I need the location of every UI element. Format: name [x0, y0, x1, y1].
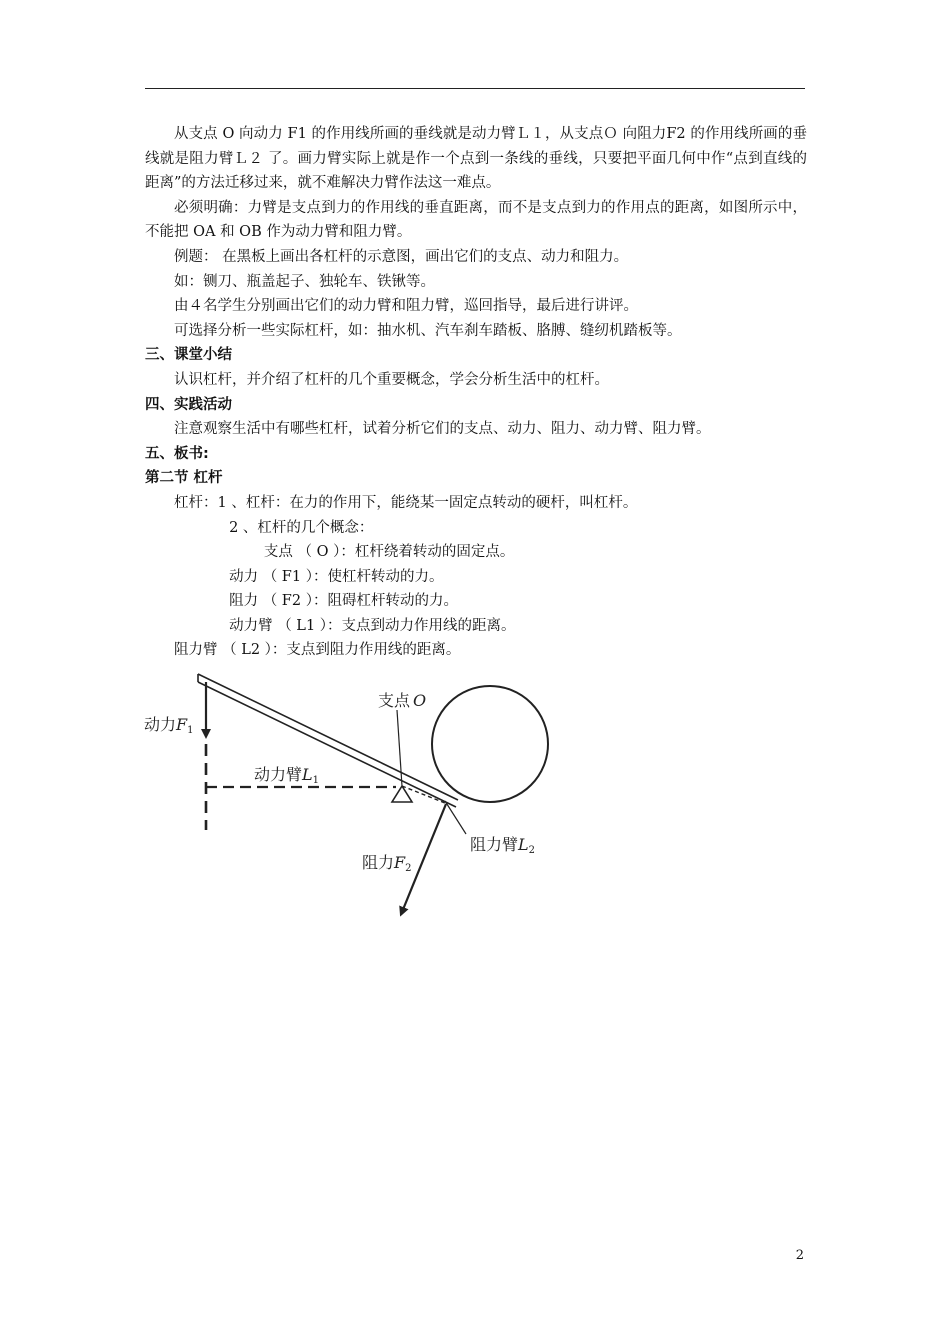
- effort-arm-label: 动力臂L1: [254, 765, 320, 786]
- lever-diagram: [140, 668, 570, 930]
- section-title-practice: 四、实践活动: [145, 396, 232, 413]
- paragraph-must-clarify: 必须明确：力臂是支点到力的作用线的垂直距离，而不是支点到力的作用点的距离，如图所示中，不能把 OA 和 OB 作为动力臂和阻力臂。: [145, 199, 807, 241]
- section-title-summary: 三、课堂小结: [145, 347, 232, 364]
- effort-label: 动力F1: [144, 715, 194, 736]
- section-title-board: 五、板书:: [145, 445, 209, 462]
- board-line-definition: 杠杆：1 、杠杆：在力的作用下，能绕某一固定点转动的硬杆，叫杠杆。: [174, 494, 638, 511]
- board-line-load-arm: 阻力臂 （ L2 ）：支点到阻力作用线的距离。: [174, 642, 461, 659]
- document-body: [145, 122, 807, 663]
- fulcrum-pointer: [397, 710, 402, 786]
- summary-text: 认识杠杆，并介绍了杠杆的几个重要概念，学会分析生活中的杠杆。: [174, 371, 609, 388]
- board-line-effort-arm: 动力臂 （ L1 ）：支点到动力作用线的距离。: [229, 617, 516, 634]
- board-line-concepts: 2 、杠杆的几个概念：: [229, 519, 374, 536]
- board-line-fulcrum: 支点 （ O ）：杠杆绕着转动的固定点。: [263, 544, 515, 561]
- page-number: 2: [795, 1248, 804, 1263]
- practice-text: 注意观察生活中有哪些杠杆，试着分析它们的支点、动力、阻力、动力臂、阻力臂。: [174, 421, 711, 438]
- paragraph-example: 例题： 在黑板上画出各杠杆的示意图，画出它们的支点、动力和阻力。: [174, 248, 629, 265]
- paragraph-students-draw: 由４名学生分别画出它们的动力臂和阻力臂，巡回指导，最后进行讲评。: [174, 298, 638, 315]
- load-label: 阻力F2: [362, 853, 412, 874]
- fulcrum-label: 支点 O: [378, 691, 427, 710]
- load-force-arrow: [402, 804, 446, 912]
- paragraph-examples-list: 如：铡刀、瓶盖起子、独轮车、铁锹等。: [174, 273, 435, 290]
- paragraph-moment-arm-method: 从支点 O 向动力 F1 的作用线所画的垂线就是动力臂Ｌ１，从支点Ｏ 向阻力F2 的作用线所画的垂线就是阻力臂Ｌ２ 了。画力臂实际上就是作一个点到一条线的垂线，只要把平面几何中作“点到直线的距离”的方法迁移过来，就不难解决力臂作法这一难点。: [145, 126, 807, 192]
- load-arm-label: 阻力臂L2: [470, 835, 536, 856]
- board-line-load: 阻力 （ F2 ）：阻碍杠杆转动的力。: [229, 593, 458, 610]
- load-circle: [432, 686, 548, 802]
- lesson-title: 第二节 杠杆: [145, 470, 223, 487]
- paragraph-real-levers: 可选择分析一些实际杠杆，如：抽水机、汽车刹车踏板、胳膊、缝纫机踏板等。: [174, 322, 682, 339]
- header-rule: [145, 88, 805, 89]
- board-line-effort: 动力 （ F1 ）：使杠杆转动的力。: [229, 568, 444, 585]
